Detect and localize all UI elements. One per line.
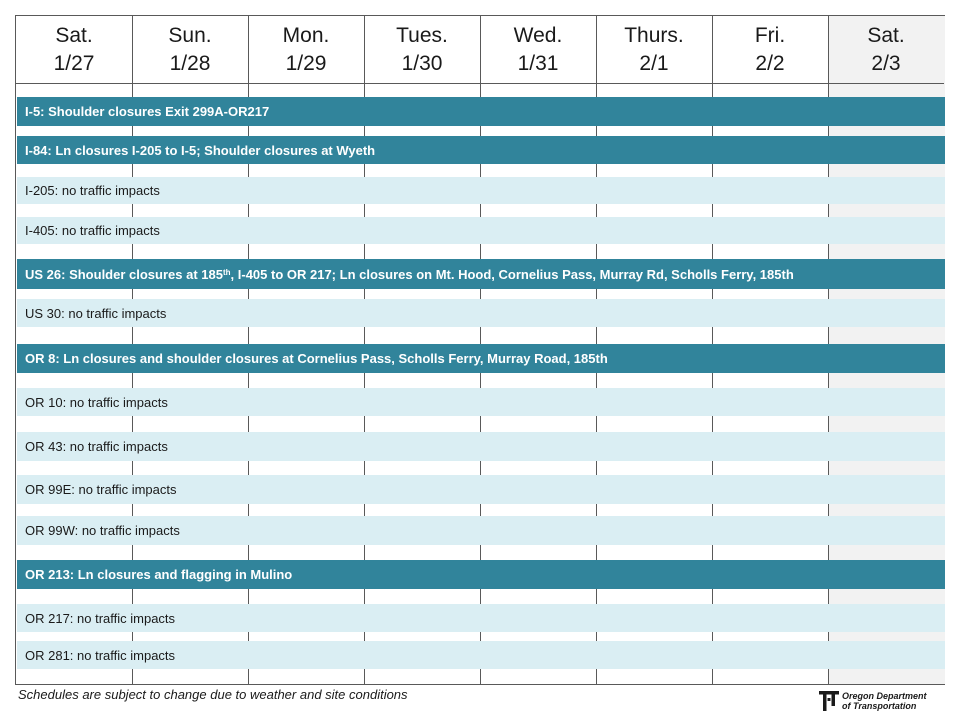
closure-row-text: US 30: no traffic impacts xyxy=(25,305,167,321)
closure-row xyxy=(17,516,945,545)
odot-logo-line1: Oregon Department xyxy=(842,691,927,701)
closure-row-text: I-405: no traffic impacts xyxy=(25,223,160,238)
day-date: 1/27 xyxy=(53,51,95,75)
day-date: 1/31 xyxy=(517,51,559,75)
closure-row xyxy=(17,388,945,416)
closure-row-text: OR 281: no traffic impacts xyxy=(25,647,176,663)
day-header xyxy=(364,16,480,83)
closure-row xyxy=(17,344,945,373)
closure-row-text: I-5: Shoulder closures Exit 299A-OR217 xyxy=(25,104,270,119)
day-name: Sat. xyxy=(867,23,905,47)
day-date: 1/28 xyxy=(169,51,211,75)
day-header xyxy=(480,16,596,83)
closure-row-text: OR 213: Ln closures and flagging in Mulino xyxy=(25,567,293,582)
day-header xyxy=(712,16,828,83)
day-header xyxy=(596,16,712,83)
day-name: Tues. xyxy=(396,23,448,47)
day-name: Sat. xyxy=(55,23,93,47)
closure-row-text: I-84: Ln closures I-205 to I-5; Shoulder closures at Wyeth xyxy=(25,142,376,158)
day-name: Thurs. xyxy=(624,23,684,47)
odot-logo xyxy=(818,690,927,712)
closure-row xyxy=(17,604,945,632)
closure-row xyxy=(17,299,945,327)
day-name: Fri. xyxy=(754,23,786,47)
day-name: Mon. xyxy=(282,23,330,47)
closure-row xyxy=(17,97,945,126)
day-header xyxy=(16,16,132,83)
day-name: Wed. xyxy=(513,23,563,47)
day-header xyxy=(248,16,364,83)
closure-row xyxy=(17,641,945,669)
odot-logo-icon xyxy=(818,690,840,712)
closure-row-text: OR 99W: no traffic impacts xyxy=(25,523,180,538)
closure-row xyxy=(17,136,945,164)
day-date: 2/1 xyxy=(639,51,669,75)
closure-row-text: OR 10: no traffic impacts xyxy=(25,394,168,410)
closure-row xyxy=(17,177,945,204)
closure-row-text: OR 8: Ln closures and shoulder closures at Cornelius Pass, Scholls Ferry, Murray Road, 185th xyxy=(25,351,608,366)
closure-row-text: I-205: no traffic impacts xyxy=(25,183,160,198)
schedule-footnote: Schedules are subject to change due to weather and site conditions xyxy=(18,687,408,702)
day-date: 1/30 xyxy=(401,51,443,75)
closure-row xyxy=(17,432,945,461)
day-header xyxy=(132,16,248,83)
day-date: 1/29 xyxy=(285,51,327,75)
day-header xyxy=(828,16,944,83)
odot-logo-line2: of Transportation xyxy=(842,701,917,711)
closure-row xyxy=(17,217,945,244)
closure-row: US 26: Shoulder closures at 185 $^{th}$ , I-405 to OR 217; Ln closures on Mt. Hood, Cornelius Pass, Murray Rd, Scholls Ferry, 185th xyxy=(17,259,945,289)
closure-row xyxy=(17,475,945,504)
day-name: Sun. xyxy=(168,23,212,47)
closure-row xyxy=(17,560,945,589)
closure-row-text: US 26: Shoulder closures at 185 xyxy=(25,266,223,282)
day-date: 2/2 xyxy=(755,51,785,75)
closure-row-text: OR 43: no traffic impacts xyxy=(25,439,168,454)
closure-row-text: OR 99E: no traffic impacts xyxy=(25,482,177,497)
closure-row-text: OR 217: no traffic impacts xyxy=(25,610,176,626)
day-date: 2/3 xyxy=(871,51,901,75)
closure-row-text-continued: , I-405 to OR 217; Ln closures on Mt. Hood, Cornelius Pass, Murray Rd, Scholls Ferry, 185th xyxy=(230,266,794,282)
odot-logo-text xyxy=(842,691,927,711)
